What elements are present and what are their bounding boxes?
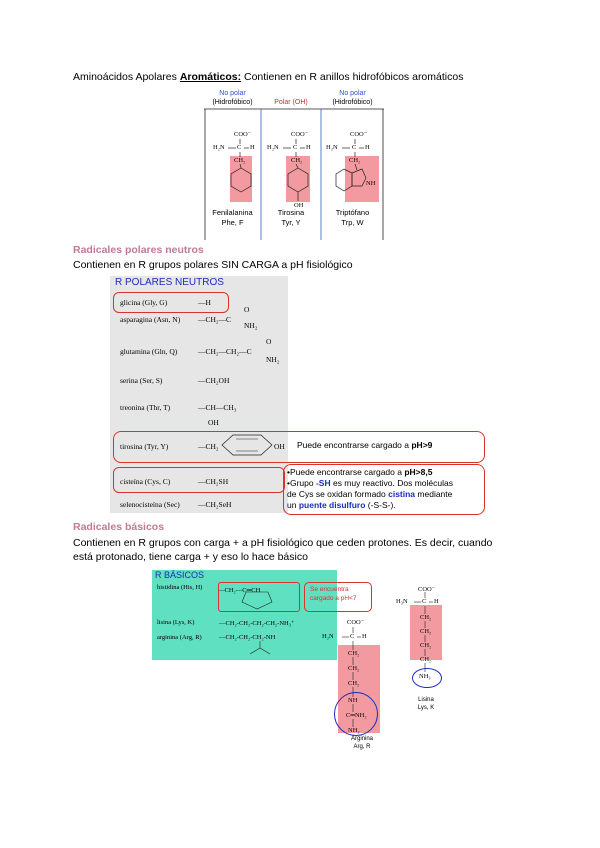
polar-row-thr: treonina (Thr, T)	[120, 403, 171, 412]
arg-ch2-2: CH₂	[348, 665, 360, 672]
col1-header-line2: (Hidrofóbico)	[212, 99, 253, 106]
lys-name: Lisina	[418, 697, 434, 703]
intro-prefix: Aminoácidos Apolares	[73, 71, 180, 83]
tyr-h: H	[306, 144, 311, 151]
phe-name: Fenilalanina	[212, 208, 253, 217]
tyr-code: Tyr, Y	[281, 218, 301, 227]
cys-note-line2	[287, 478, 453, 489]
basic-table-title: R BÁSICOS	[155, 570, 205, 580]
his-ring-box	[218, 582, 300, 612]
arg-h2n: H₂N	[322, 633, 334, 640]
polar-table-title: R POLARES NEUTROS	[115, 277, 224, 288]
arg-h: H	[362, 633, 367, 640]
polar-row-asn-o: O	[244, 305, 250, 314]
phe-coo: COO⁻	[234, 131, 252, 138]
basic-row-arg: arginina (Arg, R)	[157, 634, 202, 641]
polar-row-asn-nh2: NH₂	[244, 321, 258, 330]
his-note	[310, 585, 356, 603]
phe-ch2: CH₂	[234, 157, 246, 164]
polar-row-cys: cisteína (Cys, C)	[120, 477, 171, 486]
cys-note-line2-suffix: es muy reactivo. Dos moléculas	[330, 478, 453, 488]
trp-code: Trp, W	[341, 218, 364, 227]
phe-h2n: H₂N	[213, 144, 225, 151]
tyr-note	[297, 440, 432, 450]
intro-line	[73, 71, 463, 83]
cys-note-line3	[287, 489, 453, 500]
polar-row-tyr-r: —CH₂	[198, 442, 219, 451]
polar-heading: Radicales polares neutros	[73, 244, 204, 256]
arg-cnh2: C═NH₂	[346, 712, 367, 719]
arg-nh: NH	[348, 697, 358, 704]
basic-text-line1: Contienen en R grupos con carga + a pH fisiológico que ceden protones. Es decir, cuando	[73, 537, 493, 549]
cys-note	[287, 467, 453, 511]
lys-c: C	[422, 598, 427, 605]
arg-code: Arg, R	[353, 744, 371, 750]
polar-row-tyr-oh: OH	[274, 442, 285, 451]
cys-note-line4-prefix: un	[287, 500, 299, 510]
lys-bonds	[392, 590, 452, 680]
basic-row-his-r: —CH₂—C═CH	[218, 587, 261, 594]
arg-name: Arginina	[350, 736, 373, 742]
cys-note-line4-blue: puente disulfuro	[298, 500, 366, 510]
polar-row-gln: glutamina (Gln, Q)	[120, 347, 178, 356]
phe-h: H	[250, 144, 255, 151]
tyr-ch2: CH₂	[291, 157, 303, 164]
cys-note-line1-text: •Puede encontrarse cargado a	[287, 467, 405, 477]
his-note-line2: cargado a pH<7	[310, 595, 357, 602]
polar-row-name: glicina (Gly, G)	[120, 298, 168, 307]
arg-nh2: NH₂	[348, 727, 360, 734]
lys-h: H	[434, 598, 439, 605]
polar-row-gly-r: —H	[198, 298, 211, 307]
arg-ch2-3: CH₂	[348, 680, 360, 687]
trp-coo: COO⁻	[350, 131, 368, 138]
tyr-note-prefix: Puede encontrarse cargado a	[297, 440, 412, 450]
polar-row-gln-o: O	[266, 337, 272, 346]
arg-coo: COO⁻	[347, 619, 365, 626]
cys-note-line2-blue: -SH	[315, 478, 331, 488]
polar-row-sec-r: —CH₂SeH	[198, 500, 232, 509]
cys-note-line4	[287, 500, 453, 511]
basic-row-lys: lisina (Lys, K)	[157, 619, 195, 626]
cys-note-line4-suffix: (-S-S-).	[365, 500, 396, 510]
trp-nh: NH	[366, 180, 376, 187]
cys-highlight-box	[113, 467, 285, 493]
col2-header: Polar (OH)	[274, 99, 308, 106]
tyr-note-bold: pH>9	[411, 440, 433, 450]
trp-ch2: CH₂	[349, 157, 361, 164]
polar-row-ser: serina (Ser, S)	[120, 376, 163, 385]
tyr-name: Tirosina	[277, 208, 305, 217]
lys-coo: COO⁻	[418, 586, 436, 593]
cys-note-line3-suffix: mediante	[415, 489, 453, 499]
basic-row-lys-r: —CH₂-CH₂-CH₂-CH₂-NH₃⁺	[219, 620, 295, 627]
col3-header-line1: No polar	[339, 90, 366, 97]
trp-c: C	[352, 144, 357, 151]
cys-note-line2-prefix: •Grupo	[287, 478, 316, 488]
polar-row-thr-oh: OH	[208, 418, 219, 427]
phe-c: C	[237, 144, 242, 151]
col3-header-line2: (Hidrofóbico)	[332, 99, 373, 106]
aromatic-figure	[204, 90, 384, 240]
lys-code: Lys, K	[417, 705, 435, 711]
polar-row-tyr: tirosina (Tyr, Y)	[120, 442, 169, 451]
arg-guanidino	[240, 640, 300, 660]
arg-ch2-1: CH₂	[348, 650, 360, 657]
lys-nh3: NH₃	[419, 673, 431, 680]
phe-code: Phe, F	[221, 218, 244, 227]
basic-heading: Radicales básicos	[73, 521, 165, 533]
polar-row-gln-nh2: NH₂	[266, 355, 280, 364]
tyr-oh: OH	[294, 202, 304, 209]
lys-circle	[412, 668, 442, 688]
polar-row-asn: asparagina (Asn, N)	[120, 315, 181, 324]
lys-ch2-3: CH₂	[420, 642, 432, 649]
cys-note-line1-bold: pH>8,5	[404, 467, 433, 477]
tyr-h2n: H₂N	[267, 144, 279, 151]
lys-h3n: H₃N	[396, 598, 408, 605]
polar-row-gln-r: —CH₂—CH₂—C	[198, 347, 252, 356]
col1-header-line1: No polar	[219, 90, 246, 97]
polar-row-ser-r: —CH₂OH	[198, 376, 230, 385]
cys-note-line3-prefix: de Cys se oxidan formado	[287, 489, 389, 499]
polar-row-asn-r: —CH₂—C	[198, 315, 232, 324]
trp-h2n: H₂N	[326, 144, 338, 151]
polar-text: Contienen en R grupos polares SIN CARGA a pH fisiológico	[73, 259, 353, 271]
cys-note-line3-blue: cistina	[388, 489, 416, 499]
intro-suffix: Contienen en R anillos hidrofóbicos aromáticos	[241, 71, 464, 83]
tyr-coo: COO⁻	[291, 131, 309, 138]
trp-name: Triptófano	[335, 208, 370, 217]
trp-h: H	[365, 144, 370, 151]
gly-highlight-box	[113, 292, 229, 313]
cys-note-line1	[287, 467, 453, 478]
arg-circle	[334, 692, 378, 736]
basic-row-his: histidina (His, H)	[157, 584, 203, 591]
his-note-line1: Se encuentra	[310, 586, 349, 593]
lys-ch2-1: CH₂	[420, 614, 432, 621]
lys-ch2-4: CH₂	[420, 656, 432, 663]
basic-row-arg-r: —CH₂-CH₂-CH₂-NH	[219, 634, 276, 641]
basic-text-line2: está protonado, tiene carga + y eso lo hace básico	[73, 551, 308, 563]
polar-row-thr-r: —CH—CH₃	[198, 403, 237, 412]
polar-row-sec: selenocisteína (Sec)	[120, 500, 180, 509]
polar-row-cys-r: —CH₂SH	[198, 477, 229, 486]
tyr-c: C	[293, 144, 298, 151]
arg-c: C	[350, 633, 355, 640]
lys-ch2-2: CH₂	[420, 628, 432, 635]
intro-bold: Aromáticos:	[179, 71, 242, 83]
